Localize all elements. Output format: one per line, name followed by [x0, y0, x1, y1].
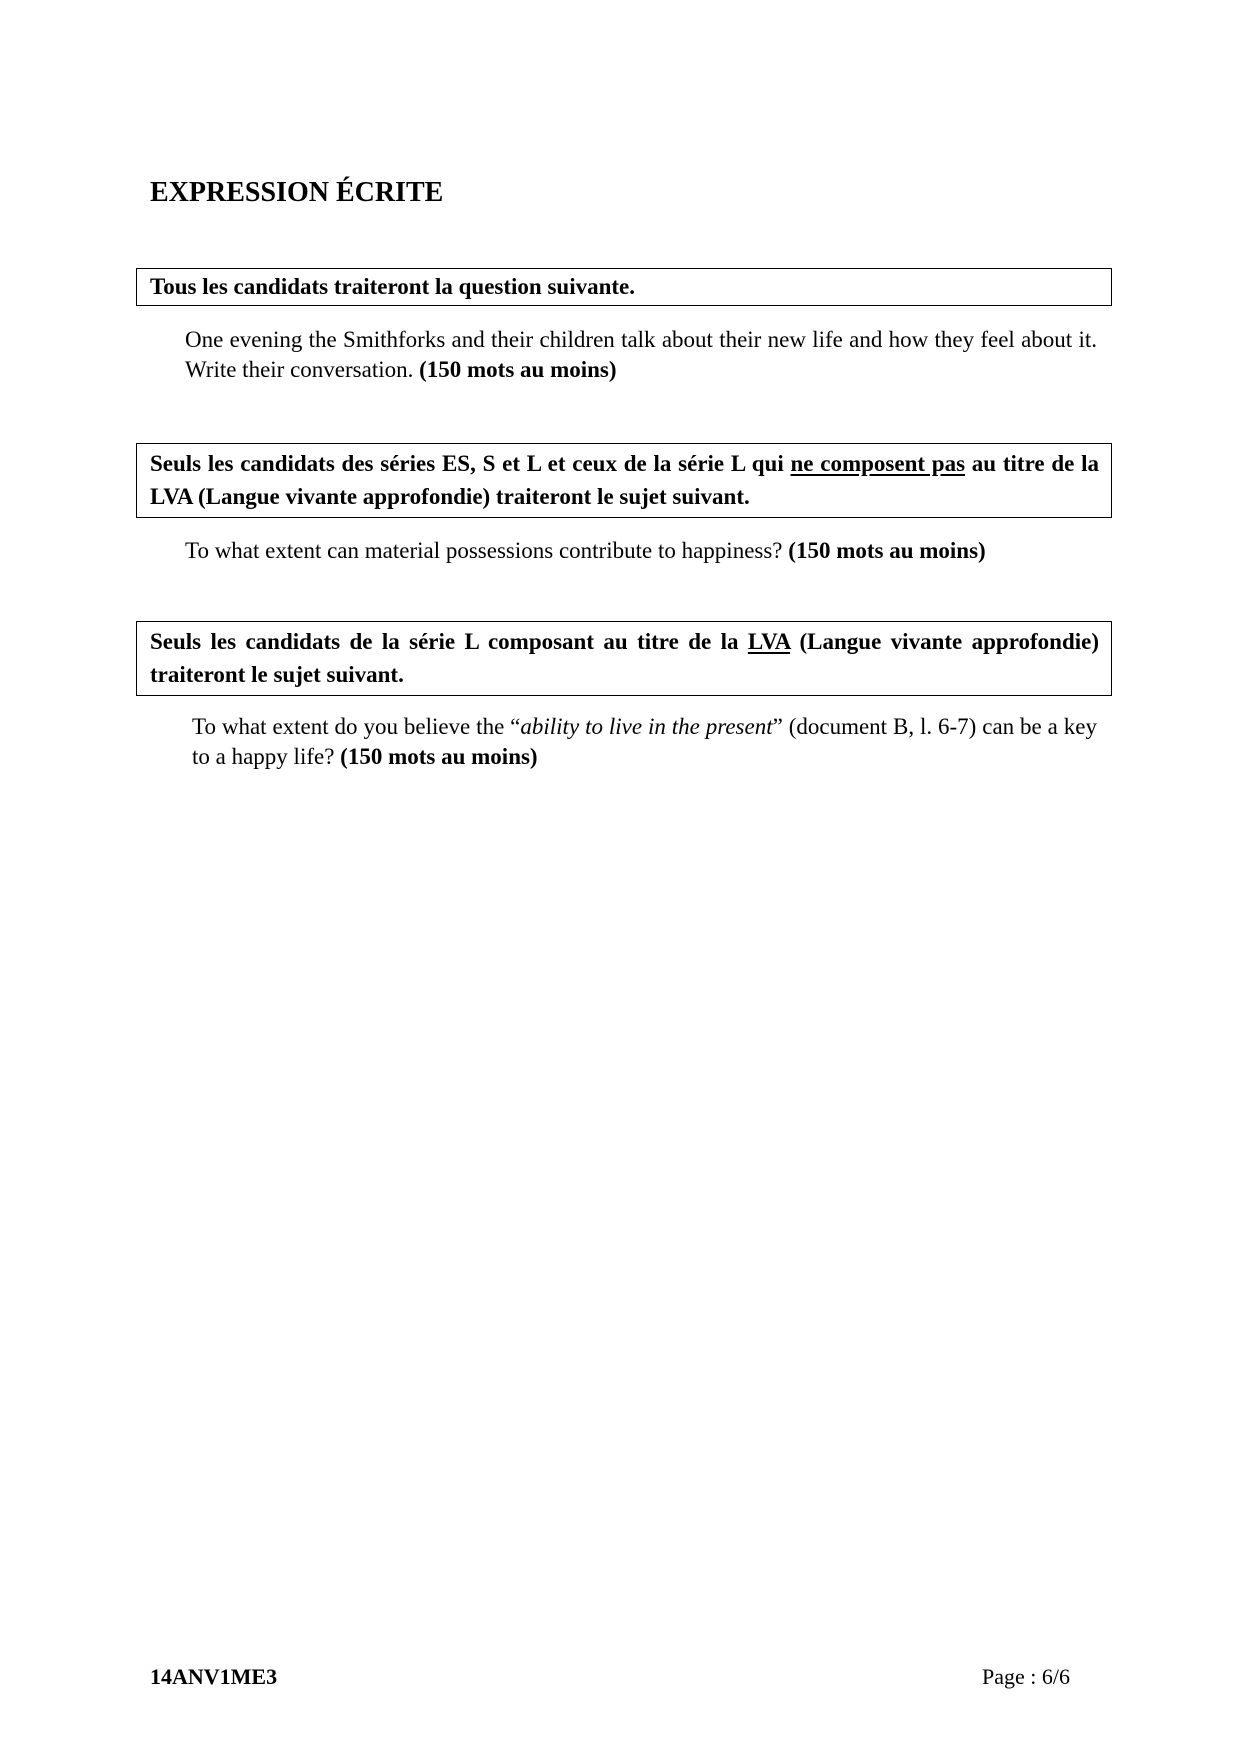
instruction-box-es-s-l: [136, 443, 1112, 518]
footer-page-number: Page : 6/6: [982, 1664, 1070, 1689]
word-count-requirement: (150 mots au moins): [419, 357, 617, 382]
page-heading: EXPRESSION ÉCRITE: [150, 177, 444, 208]
instruction-text: Tous les candidats traiteront la question suivante.: [150, 274, 635, 299]
question-material-possessions: [185, 536, 1097, 566]
instruction-box-lva: [136, 621, 1112, 696]
question-text-start: To what extent do you believe the “: [192, 714, 521, 739]
instruction-underlined-text: LVA: [747, 629, 791, 654]
question-quoted-phrase: ability to live in the present: [520, 714, 773, 739]
instruction-text-start: Seuls les candidats des séries ES, S et L et ceux de la série L qui: [150, 451, 791, 476]
instruction-text-end: (Langue vivante approfondie) traiteront le sujet suivant.: [150, 629, 1099, 687]
question-text: One evening the Smithforks and their children talk about their new life and how they feel about it. Write their conversation.: [185, 327, 1097, 382]
word-count-requirement: (150 mots au moins): [340, 744, 538, 769]
instruction-underlined-text: ne composent pas: [790, 451, 966, 476]
question-text-end: ” (document B, l. 6-7) can be a key to a happy life?: [192, 714, 1097, 769]
question-conversation: [185, 325, 1097, 385]
question-text: To what extent can material possessions contribute to happiness?: [185, 538, 783, 563]
instruction-box-all-candidates: [136, 268, 1112, 306]
question-live-in-present: [192, 712, 1097, 772]
instruction-text-end: au titre de la LVA (Langue vivante approfondie) traiteront le sujet suivant.: [150, 451, 1099, 509]
word-count-requirement: (150 mots au moins): [788, 538, 986, 563]
footer-exam-code: 14ANV1ME3: [150, 1664, 278, 1689]
instruction-text-start: Seuls les candidats de la série L composant au titre de la: [150, 629, 748, 654]
